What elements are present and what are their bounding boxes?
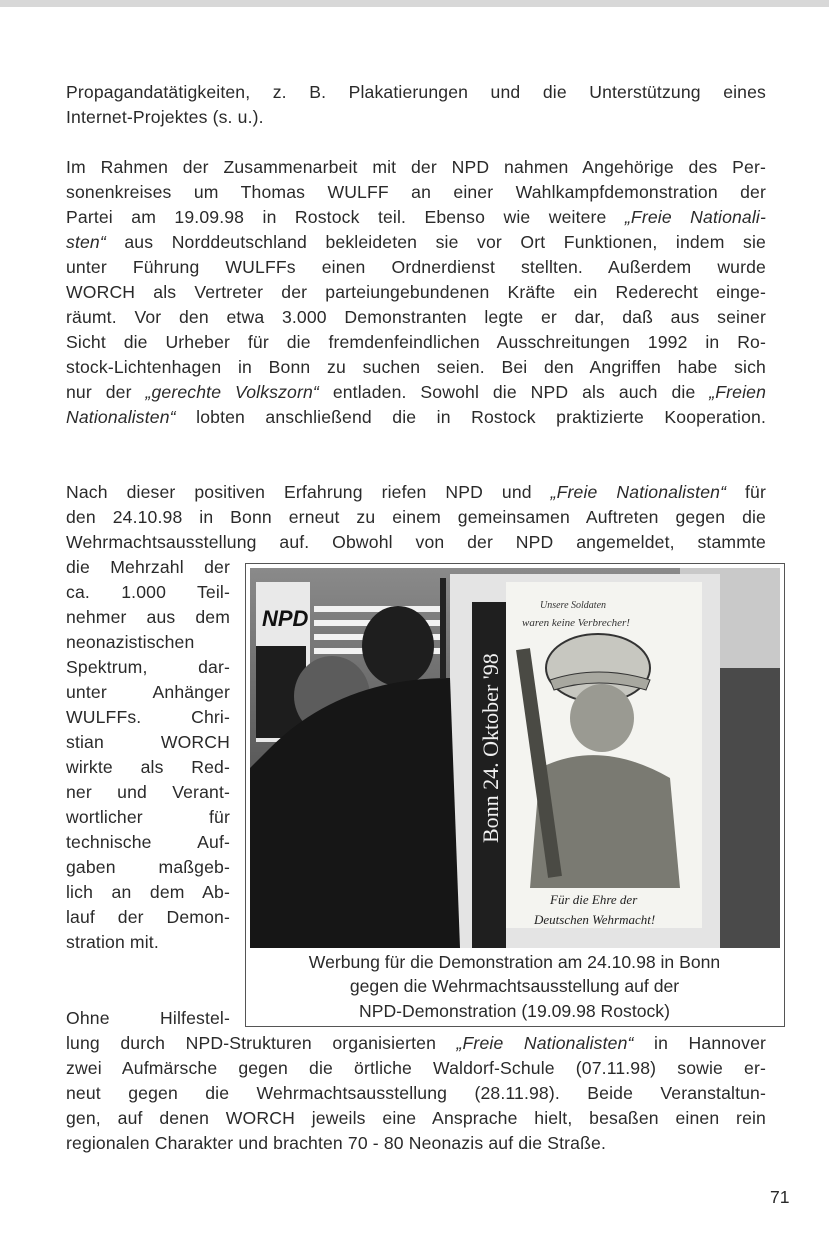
poster-top-text: waren keine Verbrecher! <box>522 617 630 629</box>
text-line: wortlicher für <box>66 807 230 827</box>
poster-bottom-text: Deutschen Wehrmacht! <box>534 912 656 927</box>
text-line: Spektrum, dar- <box>66 657 230 677</box>
text-run: nur der <box>66 382 132 402</box>
text-line: sonenkreises um Thomas WULFF an einer Wahlkampfdemonstration der <box>66 182 766 202</box>
poster-top-text: Unsere Soldaten <box>540 600 607 611</box>
text-run: Nach dieser positiven Erfahrung riefen NPD und <box>66 482 532 502</box>
emphasis-text: „Freie Nationalisten“ <box>550 482 727 502</box>
emphasis-text: „Freie Nationali- <box>624 207 766 227</box>
text-run: entladen. Sowohl die NPD als auch die <box>332 382 696 402</box>
text-run: lung durch NPD-Strukturen organisierten <box>66 1033 437 1053</box>
text-line: stock-Lichtenhagen in Bonn zu suchen seien. Bei den Angriffen habe sich <box>66 357 766 377</box>
text-line <box>66 1031 766 1056</box>
text-line: Wehrmachtsausstellung auf. Obwohl von der NPD angemeldet, stammte <box>66 532 766 552</box>
poster-bottom-text: Für die Ehre der <box>550 892 638 907</box>
text-line: gen, auf denen WORCH jeweils eine Ansprache hielt, besaßen einen rein <box>66 1108 766 1128</box>
text-line: lauf der Demon- <box>66 907 230 927</box>
page-number: 71 <box>770 1187 790 1207</box>
emphasis-text: sten“ <box>66 232 106 252</box>
scan-top-edge <box>0 0 829 7</box>
text-line: WORCH als Vertreter der parteiungebundenen Kräfte ein Rederecht einge- <box>66 282 766 302</box>
text-line: unter Anhänger <box>66 682 230 702</box>
text-line: nehmer aus dem <box>66 607 230 627</box>
text-line: gaben maßgeb- <box>66 857 230 877</box>
text-line <box>66 405 766 430</box>
text-line: unter Führung WULFFs einen Ordnerdienst stellten. Außerdem wurde <box>66 257 766 277</box>
text-line: Internet-Projektes (s. u.). <box>66 107 264 127</box>
figure <box>245 563 785 1027</box>
text-line: Im Rahmen der Zusammenarbeit mit der NPD nahmen Angehörige des Per- <box>66 157 766 177</box>
emphasis-text: „Freien <box>709 382 767 402</box>
text-line: stration mit. <box>66 932 159 952</box>
text-run: für <box>745 482 766 502</box>
text-line: den 24.10.98 in Bonn erneut zu einem gemeinsamen Auftreten gegen die <box>66 507 766 527</box>
text-line <box>66 480 766 505</box>
caption-line: Werbung für die Demonstration am 24.10.98 in Bonn <box>308 952 721 972</box>
text-line: regionalen Charakter und brachten 70 - 80 Neonazis auf die Straße. <box>66 1133 606 1153</box>
text-line <box>66 205 766 230</box>
text-line: neut gegen die Wehrmachtsausstellung (28.11.98). Beide Veranstaltun- <box>66 1083 766 1103</box>
text-line: Sicht die Urheber für die fremdenfeindlichen Ausschreitungen 1992 in Ro- <box>66 332 766 352</box>
text-run: lobten anschließend die in Rostock praktizierte Kooperation. <box>196 407 766 427</box>
emphasis-text: Nationalisten“ <box>66 407 176 427</box>
caption-line: NPD-Demonstration (19.09.98 Rostock) <box>359 1000 670 1021</box>
text-line: WULFFs. Chri- <box>66 707 230 727</box>
text-line: die Mehrzahl der <box>66 557 230 577</box>
text-line: stian WORCH <box>66 732 230 752</box>
text-line <box>66 230 766 255</box>
text-run: in Hannover <box>654 1033 767 1053</box>
text-line: technische Auf- <box>66 832 230 852</box>
poster-date-text: Bonn 24. Oktober '98 <box>478 653 503 843</box>
sign-npd-text: NPD <box>262 606 309 631</box>
emphasis-text: „gerechte Volkszorn“ <box>145 382 319 402</box>
caption-line: gegen die Wehrmachtsausstellung auf der <box>349 976 680 997</box>
text-line: zwei Aufmärsche gegen die örtliche Waldorf-Schule (07.11.98) sowie er- <box>66 1058 766 1078</box>
text-run: Partei am 19.09.98 in Rostock teil. Ebenso wie weitere <box>66 207 607 227</box>
text-line: wirkte als Red- <box>66 757 230 777</box>
text-line: ca. 1.000 Teil- <box>66 582 230 602</box>
figure-caption <box>246 950 783 1023</box>
text-line: lich an dem Ab- <box>66 882 230 902</box>
text-line: räumt. Vor den etwa 3.000 Demonstranten legte er dar, daß aus seiner <box>66 307 766 327</box>
emphasis-text: „Freie Nationalisten“ <box>456 1033 634 1053</box>
text-line: Ohne Hilfestel- <box>66 1008 230 1028</box>
text-line <box>66 380 766 405</box>
demonstration-photo <box>250 568 780 948</box>
text-line: neonazistischen <box>66 632 195 652</box>
text-line: ner und Verant- <box>66 782 230 802</box>
text-run: aus Norddeutschland bekleideten sie vor Ort Funktionen, indem sie <box>124 232 766 252</box>
text-line: Propagandatätigkeiten, z. B. Plakatierungen und die Unterstützung eines <box>66 82 766 102</box>
